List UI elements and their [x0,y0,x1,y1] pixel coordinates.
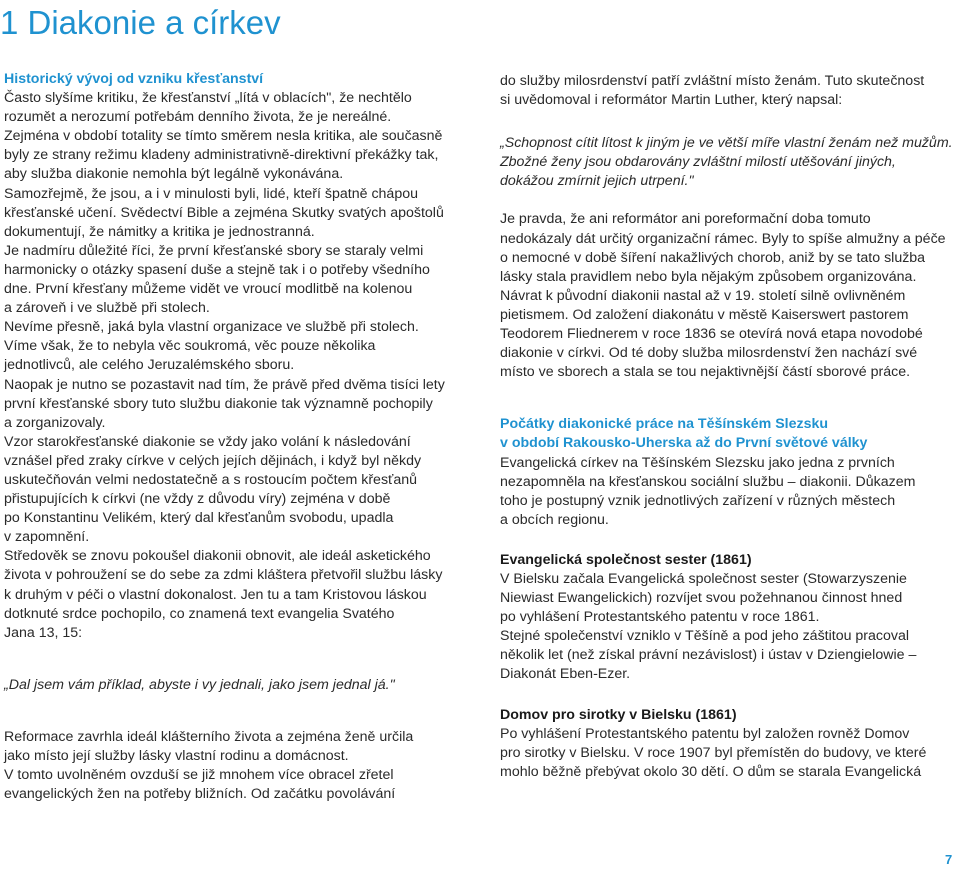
luther-quote-line: Zbožné ženy jsou obdarovány zvláštní milostí utěšování jiných, [500,154,896,171]
text-line: lásky stala pravidlem nebo byla nějakým způsobem organizována. [500,268,917,285]
text-line: Středověk se znovu pokoušel diakonii obnovit, ale ideál asketického [4,548,431,565]
text-line: o nemocné v době šíření nakažlivých chorob, aniž by se tato služba [500,249,926,266]
text-line: Niewiast Ewangelickich) rozvíjet svou požehnanou činnost hned [500,590,903,607]
text-line: Teodorem Fliednerem v roce 1836 se otevírá nová etapa novodobé [500,326,923,343]
text-line: a zorganizovaly. [4,414,106,431]
text-line: diakonie v církvi. Od té doby služba milosrdenství žen nachází své [500,345,918,362]
text-line: Často slyšíme kritiku, že křesťanství „lítá v oblacích", že nechtělo [4,90,412,107]
text-line: nedokázaly dát určitý organizační rámec. Byly to spíše almužny a péče [500,230,946,247]
text-line: rozumět a nerozumí potřebám denního života, že je nereálné. [4,109,392,126]
text-line: v zapomnění. [4,529,90,546]
text-line: první křesťanské sbory tuto službu diakonie tak významně pochopily [4,395,433,412]
text-line: života v pohroužení se do sebe za zdmi kláštera přetvořil službu lásky [4,567,443,584]
text-line: jednotlivců, ale celého Jeruzalémského sboru. [4,357,295,374]
text-line: V Bielsku začala Evangelická společnost sester (Stowarzyszenie [500,570,907,587]
text-line: evangelických žen na potřeby bližních. Od začátku povolávání [4,786,396,803]
text-line: si uvědomoval i reformátor Martin Luther, který napsal: [500,92,843,109]
text-line: Samozřejmě, že jsou, a i v minulosti byli, lidé, kteří špatně chápou [4,185,418,202]
text-line: po Konstantinu Velikém, který dal křesťanům svobodu, upadla [4,510,394,527]
text-line: křesťanské učení. Svědectví Bible a zejména Skutky svatých apoštolů [4,204,444,221]
text-line: uskutečňován velmi nedostatečně a s rostoucím počtem křesťanů [4,471,418,488]
text-line: Je nadmíru důležité říci, že první křesťanské sbory se staraly velmi [4,242,424,259]
text-line: vznášel před zraky církve v celých jejích dějinách, i když byl někdy [4,452,422,469]
text-line: a obcích regionu. [500,511,609,528]
text-line: do služby milosrdenství patří zvláštní místo ženám. Tuto skutečnost [500,73,925,89]
text-line: pro sirotky v Bielsku. V roce 1907 byl přemístěn do budovy, ve které [500,744,927,761]
text-line: jako místo její služby lásky vlastní rodinu a domácnost. [4,748,349,764]
text-line: Víme však, že to nebyla věc soukromá, věc pouze několika [4,338,376,355]
text-line: mohlo běžně přebývat okolo 30 dětí. O dům se starala Evangelická [500,763,922,780]
text-line: byly ze strany režimu kladeny administrativně-direktivní překážky tak, [4,147,439,164]
luther-quote-line: „Schopnost cítit lítost k jiným je ve větší míře vlastní ženám než mužům. [500,135,953,152]
subsection-heading: Domov pro sirotky v Bielsku (1861) [500,706,737,723]
text-line: dne. První křesťany můžeme vidět ve vroucí modlitbě na kolenou [4,281,413,298]
text-line: Jana 13, 15: [4,624,83,641]
text-line: nezapomněla na křesťanskou sociální službu – diakonii. Důkazem [500,473,916,490]
text-line: po vyhlášení Protestantského patentu v roce 1861. [500,609,820,626]
text-line: a zároveň i ve službě při stolech. [4,300,210,317]
section-heading-line2: v období Rakousko-Uherska až do První světové války [500,435,868,452]
subsection-heading: Evangelická společnost sester (1861) [500,551,752,568]
text-line: Diakonát Eben-Ezer. [500,666,631,683]
left-column [4,70,466,804]
text-line: Vzor starokřesťanské diakonie se vždy jako volání k následování [4,433,411,450]
text-line: Reformace zavrhla ideál klášterního života a zejména ženě určila [4,728,414,745]
text-line: Návrat k původní diakonii nastal až v 19. století silně ovlivněném [500,287,906,304]
text-line: Je pravda, že ani reformátor ani poreformační doba tomuto [500,211,871,228]
text-line: k druhým v péči o vlastní dokonalost. Jen tu a tam Kristovou láskou [4,586,427,603]
text-line: Stejné společenství vzniklo v Těšíně a pod jeho záštitou pracoval [500,628,910,645]
text-line: Nevíme přesně, jaká byla vlastní organizace ve službě při stolech. [4,319,419,336]
text-line: několik let (než získal právní nezávislost) i ústav v Dziengielowie – [500,647,917,664]
text-line: pietismem. Od založení diakonátu v městě Kaiserswert pastorem [500,306,909,323]
bible-quote: „Dal jsem vám příklad, abyste i vy jednali, jako jsem jednal já." [4,676,395,693]
text-line: harmonicky o otázky spasení duše a stejně tak i o potřeby všedního [4,261,430,278]
luther-quote-line: dokážou zmírnit jejich utrpení." [500,173,694,190]
text-line: dotknuté srdce pochopilo, co znamená text evangelia Svatého [4,605,395,622]
text-line: Zejména v období totality se tímto směrem nesla kritika, ale současně [4,128,443,145]
section-heading: Počátky diakonické práce na Těšínském Slezsku [500,416,829,433]
text-line: toho je postupný vznik jednotlivých zařízení v různých městech [500,492,896,509]
text-line: aby služba diakonie nemohla být legálně vykonávána. [4,166,344,183]
text-line: V tomto uvolněném ovzduší se již mnohem více obracel zřetel [4,767,394,784]
page-number: 7 [945,852,953,867]
text-line: místo ve sborech a stala se tou nejaktivnější částí sborové práce. [500,364,911,381]
text-line: přistupujících k církvi (ne vždy z důvodu víry) zejména v době [4,491,391,508]
text-line: Naopak je nutno se pozastavit nad tím, že právě před dvěma tisíci lety [4,376,445,393]
section-heading: Historický vývoj od vzniku křesťanství [4,71,264,87]
page-title: 1 Diakonie a církev [0,4,281,41]
text-line: Po vyhlášení Protestantského patentu byl založen rovněž Domov [500,725,910,742]
right-column [500,72,953,782]
text-line: Evangelická církev na Těšínském Slezsku jako jedna z prvních [500,454,895,471]
text-line: dokumentují, že námitky a kritika je jednostranná. [4,223,315,240]
